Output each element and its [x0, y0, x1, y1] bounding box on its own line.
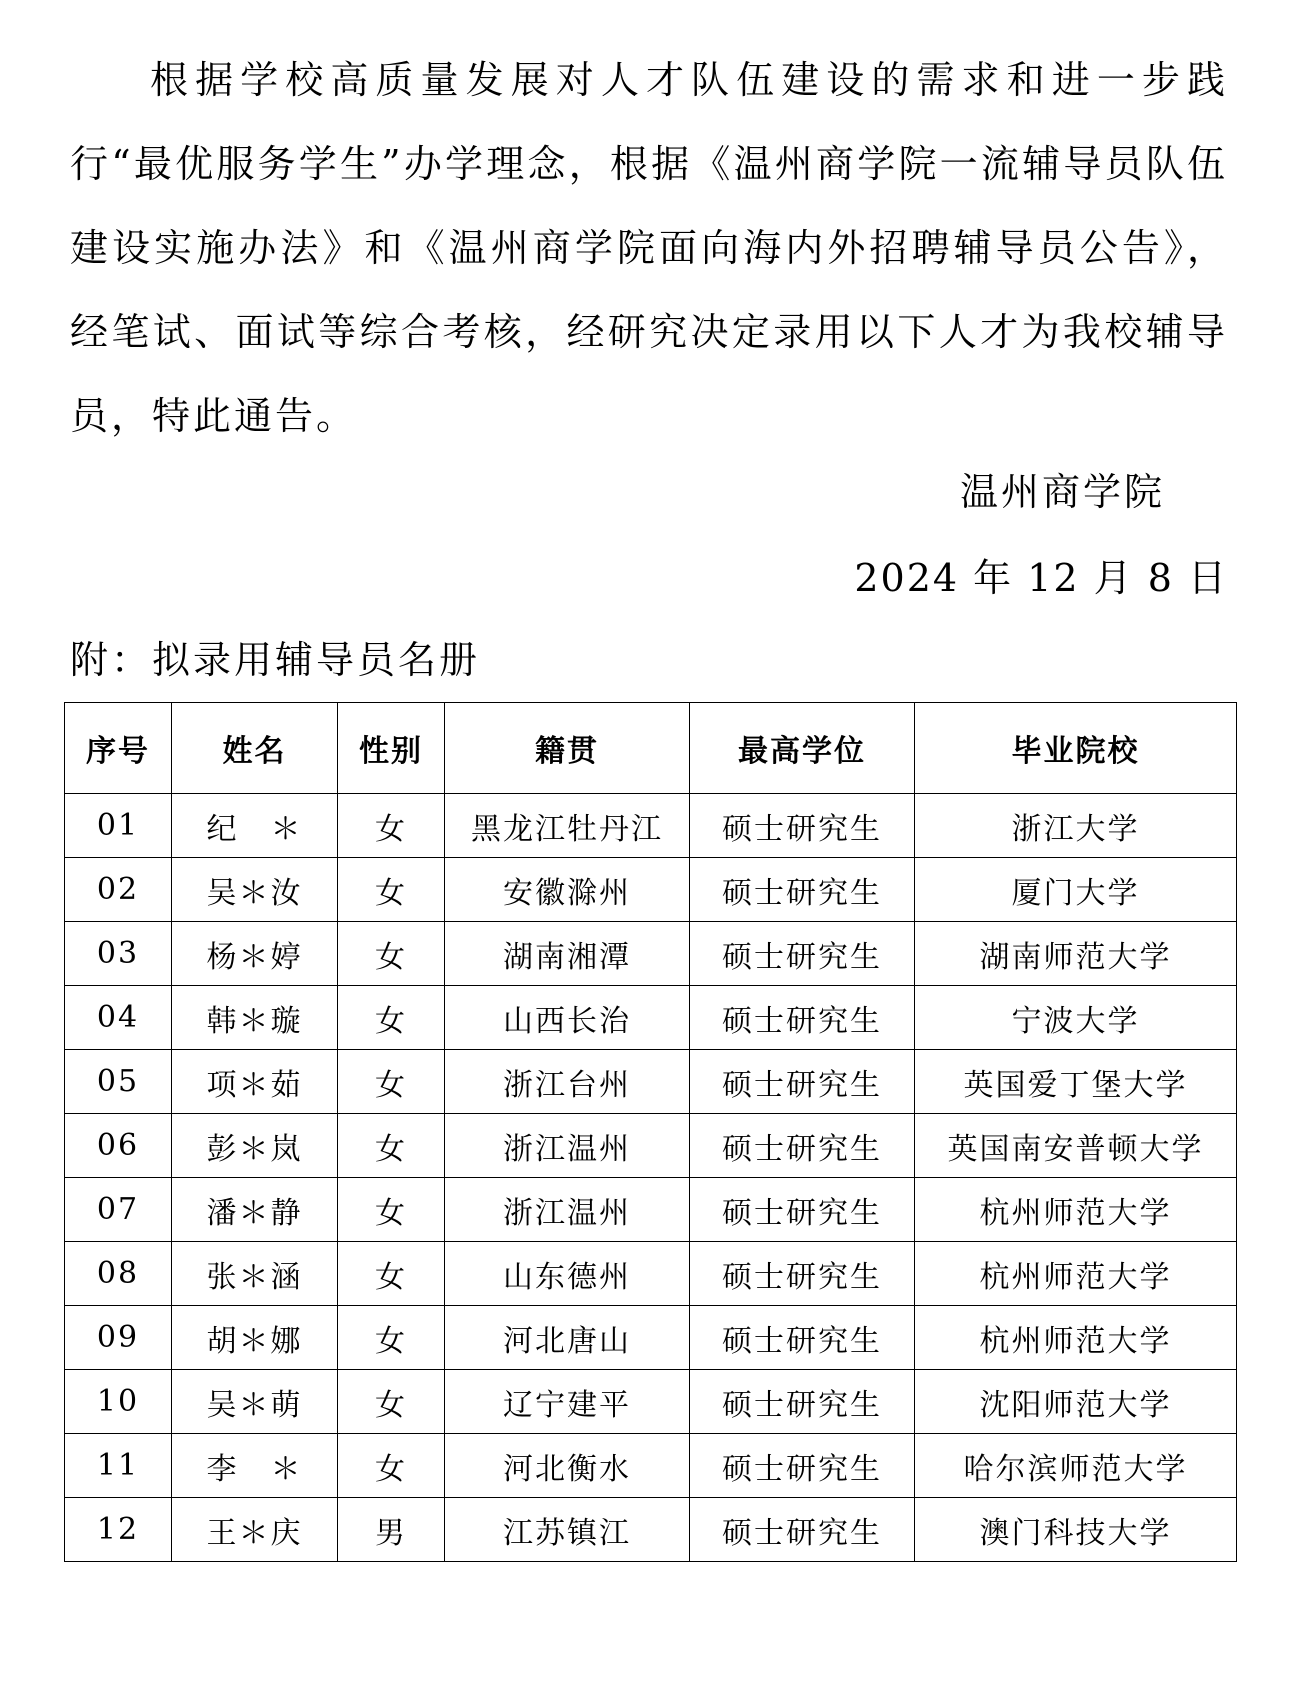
- cell-name: 韩＊璇: [172, 986, 338, 1050]
- table-row: [65, 1242, 1237, 1306]
- cell-index: 10: [65, 1370, 172, 1434]
- table-row: [65, 794, 1237, 858]
- header-name: 姓名: [172, 703, 338, 794]
- cell-degree: 硕士研究生: [690, 1050, 915, 1114]
- cell-gender: 女: [338, 1114, 445, 1178]
- cell-index: 12: [65, 1498, 172, 1562]
- cell-index: 06: [65, 1114, 172, 1178]
- cell-name: 胡＊娜: [172, 1306, 338, 1370]
- cell-name: 彭＊岚: [172, 1114, 338, 1178]
- cell-hometown: 浙江台州: [445, 1050, 690, 1114]
- cell-gender: 女: [338, 986, 445, 1050]
- cell-index: 09: [65, 1306, 172, 1370]
- cell-name: 吴＊汝: [172, 858, 338, 922]
- cell-degree: 硕士研究生: [690, 1178, 915, 1242]
- table-header-row: [65, 703, 1237, 794]
- header-hometown: 籍贯: [445, 703, 690, 794]
- cell-hometown: 山西长治: [445, 986, 690, 1050]
- cell-gender: 女: [338, 1050, 445, 1114]
- table-row: [65, 1114, 1237, 1178]
- cell-school: 沈阳师范大学: [915, 1370, 1237, 1434]
- cell-hometown: 浙江温州: [445, 1114, 690, 1178]
- cell-degree: 硕士研究生: [690, 1114, 915, 1178]
- cell-index: 07: [65, 1178, 172, 1242]
- cell-hometown: 辽宁建平: [445, 1370, 690, 1434]
- table-row: [65, 1434, 1237, 1498]
- cell-index: 11: [65, 1434, 172, 1498]
- header-gender: 性别: [338, 703, 445, 794]
- cell-index: 04: [65, 986, 172, 1050]
- cell-name: 潘＊静: [172, 1178, 338, 1242]
- table-row: [65, 1050, 1237, 1114]
- cell-hometown: 安徽滁州: [445, 858, 690, 922]
- cell-gender: 女: [338, 1242, 445, 1306]
- cell-gender: 女: [338, 1434, 445, 1498]
- cell-degree: 硕士研究生: [690, 922, 915, 986]
- cell-gender: 男: [338, 1498, 445, 1562]
- cell-name: 杨＊婷: [172, 922, 338, 986]
- cell-gender: 女: [338, 1306, 445, 1370]
- cell-hometown: 山东德州: [445, 1242, 690, 1306]
- attachment-label: 附：拟录用辅导员名册: [70, 638, 481, 682]
- cell-gender: 女: [338, 794, 445, 858]
- cell-name: 李 ＊: [172, 1434, 338, 1498]
- table-row: [65, 1370, 1237, 1434]
- cell-gender: 女: [338, 922, 445, 986]
- cell-degree: 硕士研究生: [690, 986, 915, 1050]
- cell-index: 08: [65, 1242, 172, 1306]
- cell-hometown: 江苏镇江: [445, 1498, 690, 1562]
- cell-school: 哈尔滨师范大学: [915, 1434, 1237, 1498]
- cell-school: 杭州师范大学: [915, 1178, 1237, 1242]
- cell-index: 03: [65, 922, 172, 986]
- cell-name: 王＊庆: [172, 1498, 338, 1562]
- header-index: 序号: [65, 703, 172, 794]
- table-row: [65, 858, 1237, 922]
- cell-degree: 硕士研究生: [690, 1434, 915, 1498]
- cell-school: 浙江大学: [915, 794, 1237, 858]
- cell-school: 杭州师范大学: [915, 1242, 1237, 1306]
- counselor-roster-table: [64, 702, 1237, 1562]
- header-school: 毕业院校: [915, 703, 1237, 794]
- table-row: [65, 1178, 1237, 1242]
- cell-hometown: 湖南湘潭: [445, 922, 690, 986]
- cell-degree: 硕士研究生: [690, 858, 915, 922]
- cell-index: 02: [65, 858, 172, 922]
- notice-paragraph: 根据学校高质量发展对人才队伍建设的需求和进一步践行“最优服务学生”办学理念，根据《温州商学院一流辅导员队伍建设实施办法》和《温州商学院面向海内外招聘辅导员公告》，经笔试、面试等综合考核，经研究决定录用以下人才为我校辅导员，特此通告。: [70, 58, 1228, 438]
- cell-hometown: 黑龙江牡丹江: [445, 794, 690, 858]
- cell-name: 纪 ＊: [172, 794, 338, 858]
- cell-gender: 女: [338, 858, 445, 922]
- cell-gender: 女: [338, 1370, 445, 1434]
- cell-school: 宁波大学: [915, 986, 1237, 1050]
- cell-degree: 硕士研究生: [690, 1370, 915, 1434]
- cell-hometown: 浙江温州: [445, 1178, 690, 1242]
- table-row: [65, 986, 1237, 1050]
- cell-degree: 硕士研究生: [690, 1306, 915, 1370]
- signature-date: 2024 年 12 月 8 日: [854, 556, 1228, 600]
- table-body: [65, 794, 1237, 1562]
- cell-degree: 硕士研究生: [690, 794, 915, 858]
- cell-school: 英国爱丁堡大学: [915, 1050, 1237, 1114]
- cell-name: 项＊茹: [172, 1050, 338, 1114]
- signature-organization: 温州商学院: [960, 470, 1166, 514]
- table-row: [65, 922, 1237, 986]
- cell-school: 湖南师范大学: [915, 922, 1237, 986]
- cell-school: 澳门科技大学: [915, 1498, 1237, 1562]
- cell-school: 杭州师范大学: [915, 1306, 1237, 1370]
- cell-name: 张＊涵: [172, 1242, 338, 1306]
- cell-degree: 硕士研究生: [690, 1242, 915, 1306]
- header-degree: 最高学位: [690, 703, 915, 794]
- cell-name: 吴＊萌: [172, 1370, 338, 1434]
- cell-hometown: 河北衡水: [445, 1434, 690, 1498]
- table-row: [65, 1498, 1237, 1562]
- table-row: [65, 1306, 1237, 1370]
- cell-school: 英国南安普顿大学: [915, 1114, 1237, 1178]
- cell-gender: 女: [338, 1178, 445, 1242]
- cell-index: 05: [65, 1050, 172, 1114]
- cell-hometown: 河北唐山: [445, 1306, 690, 1370]
- cell-degree: 硕士研究生: [690, 1498, 915, 1562]
- cell-school: 厦门大学: [915, 858, 1237, 922]
- cell-index: 01: [65, 794, 172, 858]
